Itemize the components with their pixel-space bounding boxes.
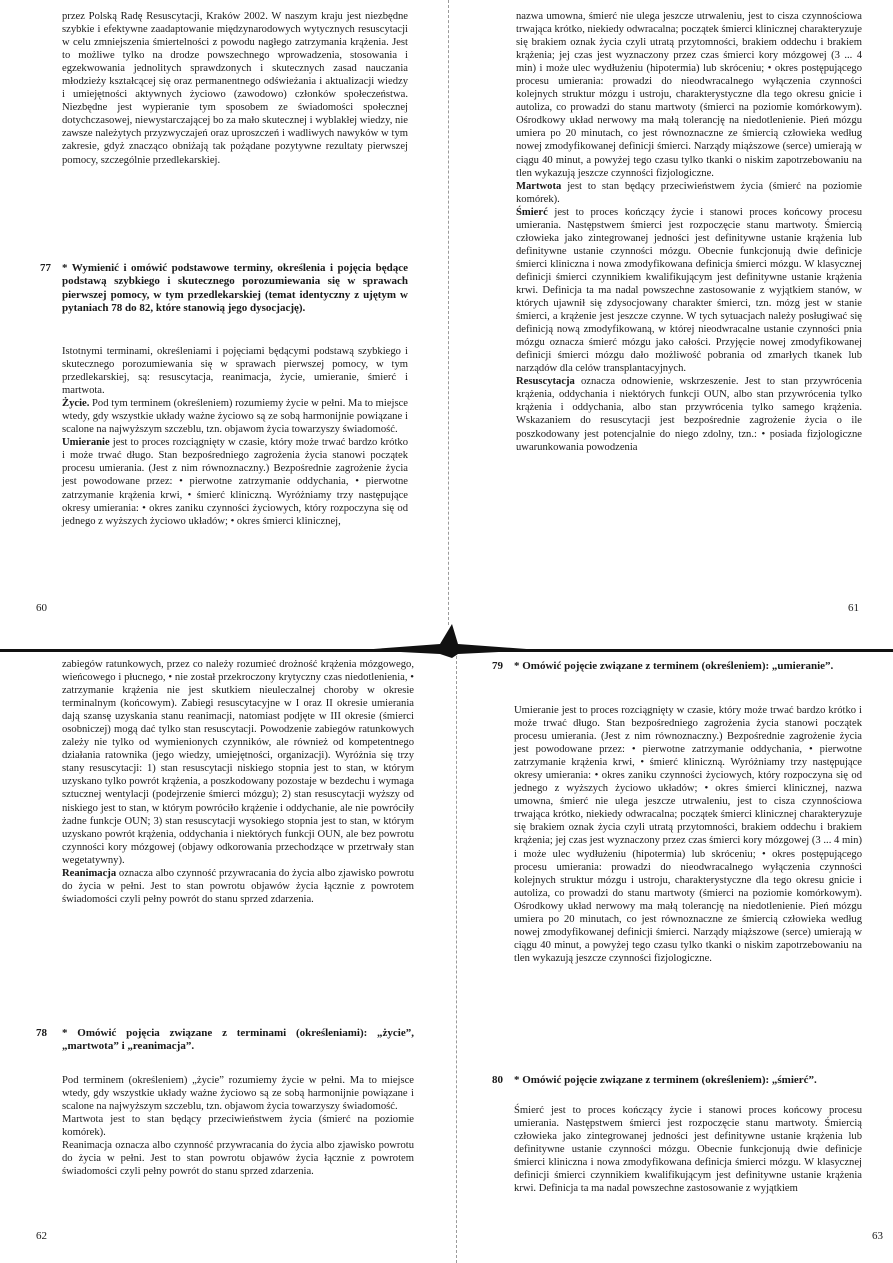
page-number-63: 63 [872,1230,883,1242]
definition-zycie: Pod tym terminem (określeniem) rozumiemy życie w pełni. Ma to miejsce wtedy, gdy wszystkie układy ważne życiowo są ze sobą harmonijnie powiązane i scalone na najwyższym szczeblu, tzn. objawom życia towarzyszy świadomość. [62,398,408,436]
question-78-answer [62,1074,414,1178]
question-79-answer: Umieranie jest to proces rozciągnięty w czasie, który może trwać bardzo krótko i może trwać długo. Stan bezpośredniego zagrożenia życia stanowi początek procesu umierania. (Jest z nim równoznaczny.) Bezpośrednie zagrożenie życia jest powodowane przez: • pierwotne zatrzymanie oddychania, • pierwotne zatrzymanie krążenia krwi, • śmierć kliniczną. Wyróżniamy trzy następujące okresy umierania: • okres zaniku czynności życiowych, który rozpoczyna się od jednego z wyższych życiowo układów; • okres śmierci klinicznej, nazwa umowna, śmierć nie ulega jeszcze utrwaleniu, jest to cisza czynnościowa trwająca krótko, niekiedy odwracalna; początek śmierci klinicznej charakteryzuje się brakiem oznak życia czyli utratą przytomności, brakiem oddechu i brakiem krążenia; jej czas jest wyznaczony przez czas śmierci kory mózgowej (3 ... 4 min) i może ulec wydłużeniu (hipotermia) lub skróceniu; • okres postępującego procesu umierania: prowadzi do nieodwracalnego wyłączenia czynności kolejnych struktur mózgu i ustroju, charakterystyczne dla tego okresu gnicie i autoliza, co prowadzi do stanu martwoty (śmierci na poziomie komórkowym). Ośrodkowy układ nerwowy ma małą tolerancję na niedotlenienie. Pień mózgu umiera po 20 minutach, co jest równoznaczne ze śmiercią człowieka według nowej zmodyfikowanej definicji śmierci. Narządy miąższowe (serce) umierają w ciągu 40 minut, a powyżej tego czasu tylko tkanki o niskim zapotrzebowaniu na tlen wykazują jeszcze czynności fizjologiczne. [514,705,862,964]
page-63 [458,652,893,1263]
term-umieranie: Umieranie [62,437,110,449]
term-martwota: Martwota [516,180,562,192]
page-61-smierc [516,206,862,376]
question-79-number: 79 [492,660,503,672]
term-zycie: Życie. [62,398,90,410]
page-62-body [62,658,414,906]
question-78-text: * Omówić pojęcia związane z terminami (określeniami): „życie”, „martwota” i „reanimacja”. [62,1027,414,1053]
page-61 [450,0,893,648]
question-80-answer: Śmierć jest to proces kończący życie i stanowi proces końcowy procesu umierania. Następstwem śmierci jest rozpoczęcie stanu martwoty. Śmiercią człowieka jako zintegrowanej jedności jest definitywne ustanie krążenia lub definitywne ustanie czynności mózgu. Obecnie funkcjonują dwie definicje śmierci kliniczna i nowa zmodyfikowana definicja śmierci mózgu. W klasycznej definicji śmierci czynnikiem kwalifikującym jest definitywne ustanie krążenia krwi. Definicja ta ma nadal powszechne zastosowanie z wyjątkiem [514,1105,862,1195]
answer-77-zycie [62,397,408,436]
question-77-number: 77 [40,262,51,274]
question-77-answer [62,345,408,528]
answer-78-martwota: Martwota jest to stan będący przeciwieństwem życia (śmierć na poziomie komórek). [62,1114,414,1139]
definition-reanimacja: oznacza albo czynność przywracania do życia albo zjawisko powrotu do życia w pełni. Jest to stan powrotu objawów życia łącznie z powrotem świadomości czyli pełny powrót do stanu sprzed zdarzenia. [62,867,414,905]
question-80-text: * Omówić pojęcie związane z terminem (określeniem): „śmierć”. [514,1074,817,1086]
question-78-number: 78 [36,1027,47,1039]
question-77-text: * Wymienić i omówić podstawowe terminy, określenia i pojęcia będące podstawą szybkiego i skutecznego porozumiewania się w sprawach pierwszej pomocy, w tym przedlekarskiej (temat identyczny z ujętym w pytaniach 78 do 82, które stanowią jego dysocjację). [62,262,408,314]
answer-77-intro: Istotnymi terminami, określeniami i pojęciami będącymi podstawą szybkiego i skutecznego porozumiewania się w sprawach pierwszej pomocy, w tym przedlekarskiej, są: resuscytacja, reanimacja, życie, umieranie, śmierć i martwota. [62,346,408,397]
page-60 [0,0,448,648]
page-61-martwota [516,180,862,206]
bottom-center-fold-line [456,656,457,1263]
definition-umieranie: jest to proces rozciągnięty w czasie, który może trwać bardzo krótko i może trwać długo. Stan bezpośredniego zagrożenia życia stanowi początek procesu umierania. (Jest z nim równoznaczny.) Bezpośrednie zagrożenie życia jest powodowane przez: • pierwotne zatrzymanie oddychania, • pierwotne zatrzymanie krążenia krwi, • śmierć kliniczną. Wyróżniamy trzy następujące okresy umierania: • okres zaniku czynności życiowych, który rozpoczyna się od jednego z wyższych życiowo układów; • okres śmierci klinicznej, [62,437,408,527]
page-number-60: 60 [36,602,47,614]
page-62 [0,652,455,1263]
term-resuscytacja: Resuscytacja [516,376,575,388]
page-61-resuscytacja [516,375,862,453]
top-center-fold-line [448,0,449,625]
answer-78-reanimacja: Reanimacja oznacza albo czynność przywracania do życia albo zjawisko powrotu do życia w pełni. Jest to stan powrotu objawów życia łącznie z powrotem świadomości czyli pełny powrót do stanu sprzed zdarzenia. [62,1140,414,1178]
definition-smierc: jest to proces kończący życie i stanowi proces końcowy procesu umierania. Następstwem śmierci jest rozpoczęcie stanu martwoty. Śmiercią człowieka jako zintegrowanej jedności jest definitywne ustanie krążenia lub definitywne ustanie czynności mózgu. Obecnie funkcjonują dwie definicje śmierci kliniczna i nowa zmodyfikowana definicja śmierci mózgu. W klasycznej definicji śmierci czynnikiem kwalifikującym jest definitywne ustanie krążenia krwi. Definicja ta ma nadal powszechne zastosowanie z wyjątkiem stanów, w których ujawnił się zdysocjowany charakter śmierci, tzn. mózg jest w stanie śmierci, a krążenie jest jeszcze czynne. W tych sytuacjach należy posługiwać się definicją nową zmodyfikowaną, w której nieodwracalne ustanie czynności pnia mózgu oznacza śmierć mózgu jako całości. Przyjęcie nowej zmodyfikowanej definicji śmierci mózgu dało możliwość pobrania od zmarłych tkanek lub narządów dla celów transplantacyjnych. [516,206,862,375]
question-80-number: 80 [492,1074,503,1086]
answer-77-umieranie [62,436,408,527]
page-62-reanimacja [62,867,414,906]
question-79-text: * Omówić pojęcie związane z terminem (określeniem): „umieranie”. [514,660,834,672]
page-number-61: 61 [848,602,859,614]
page-62-continuation: zabiegów ratunkowych, przez co należy rozumieć drożność krążenia mózgowego, wieńcowego i płucnego, • nie został przekroczony krytyczny czas niedotlenienia, • zatrzymanie krążenia nie jest skutkiem nieuleczalnej choroby w okresie terminalnym (końcowym). Zabiegi resuscytacyjne w I oraz II okresie umierania dają szansę uzyskania stanu reanimacji, natomiast podjęte w III okresie (śmierci osobniczej) mogą dać tylko stan resuscytacji. Powodzenie zabiegów ratunkowych zależy nie tylko od wymienionych czynników, ale również od kompetentnego działania ratownika (jego wiedzy, umiejętności, organizacji). Wyróżnia się trzy stany resuscytacji: 1) stan resuscytacji niskiego stopnia jest to stan, w którym uzyskano tylko powrót krążenia, a poszkodowany pozostaje w bezdechu i wymaga sztucznej wentylacji (podejrzenie śmierci mózgu); 2) stan resuscytacji wyższy od niskiego jest to stan, w którym powróciło krążenie i oddychanie, ale nie powróciły żadne funkcje OUN; 3) stan resuscytacji wysokiego stopnia jest to stan, w którym uzyskano powrót krążenia, oddychania i niektórych funkcji OUN, ale bez powrotu czynności kory mózgowej (objawy odkorowania przechodzące w przetrwały stan wegetatywny). [62,659,414,866]
answer-78-zycie: Pod terminem (określeniem) „życie” rozumiemy życie w pełni. Ma to miejsce wtedy, gdy wszystkie układy ważne życiowo są ze sobą harmonijnie powiązane i scalone na najwyższym szczeblu, tzn. objawom życia towarzyszy świadomość. [62,1075,414,1113]
term-smierc: Śmierć [516,206,548,218]
definition-martwota: jest to stan będący przeciwieństwem życia (śmierć na poziomie komórek). [516,180,862,205]
page-61-body [516,10,862,454]
page-number-62: 62 [36,1230,47,1242]
term-reanimacja: Reanimacja [62,867,117,879]
page-61-continuation: nazwa umowna, śmierć nie ulega jeszcze utrwaleniu, jest to cisza czynnościowa trwająca krótko, niekiedy odwracalna; początek śmierci klinicznej charakteryzuje się brakiem oznak życia czyli utratą przytomności, brakiem oddechu i brakiem krążenia; jej czas jest wyznaczony przez czas śmierci kory mózgowej (3 ... 4 min) i może ulec wydłużeniu (hipotermia) lub skróceniu; • okres postępującego procesu umierania: prowadzi do nieodwracalnego wyłączenia czynności kolejnych struktur mózgu i ustroju, charakterystyczne dla tego okresu gnicie i autoliza, co prowadzi do stanu martwoty (śmierci na poziomie komórkowym). Ośrodkowy układ nerwowy ma małą tolerancję na niedotlenienie. Pień mózgu umiera po 20 minutach, co jest równoznaczne ze śmiercią człowieka według nowej zmodyfikowanej definicji śmierci. Narządy miąższowe (serce) umierają w ciągu 40 minut, a powyżej tego czasu tylko tkanki o niskim zapotrzebowaniu na tlen wykazują jeszcze czynności fizjologiczne. [516,11,862,179]
page-60-top-paragraph: przez Polską Radę Resuscytacji, Kraków 2002. W naszym kraju jest niezbędne szybkie i efektywne zaadaptowanie międzynarodowych wytycznych resuscytacji w celu zmniejszenia śmiertelności z powodu nagłego zatrzymania krążenia. Jest to możliwe tylko na drodze powszechnego wprowadzenia, stosowania i egzekwowania jednolitych sprawdzonych i skutecznych zasad nauczania młodzieży kształcącej się oraz permanentnego odświeżania i aktualizacji wiedzy i umiejętności aktywnych życiowo (zawodowo) członków społeczeństwa. Niezbędne jest wypieranie tym sposobem ze świadomości społecznej dotychczasowej, niewystarczającej bo za mało skutecznej i wyblakłej wiedzy, nie zawsze należytych przyzwyczajeń oraz uproszczeń i wadliwych nawyków w tym zakresie, gdyż znacząco obniżają tak pożądane pozytywne rezultaty pierwszej pomocy, szczególnie przedlekarskiej. [62,11,408,166]
definition-resuscytacja: oznacza odnowienie, wskrzeszenie. Jest to stan przywrócenia krążenia, oddychania i niektórych funkcji OUN, albo stan przywrócenia tylko krążenia i oddychania, albo stan przywrócenia tylko samego krążenia. Wskazaniem do resuscytacji jest bezpośrednie zagrożenie życia o ile poszkodowany jest potencjalnie do niego zdolny, tzn.: • posiada fizjologiczne uwarunkowania powodzenia [516,376,862,453]
